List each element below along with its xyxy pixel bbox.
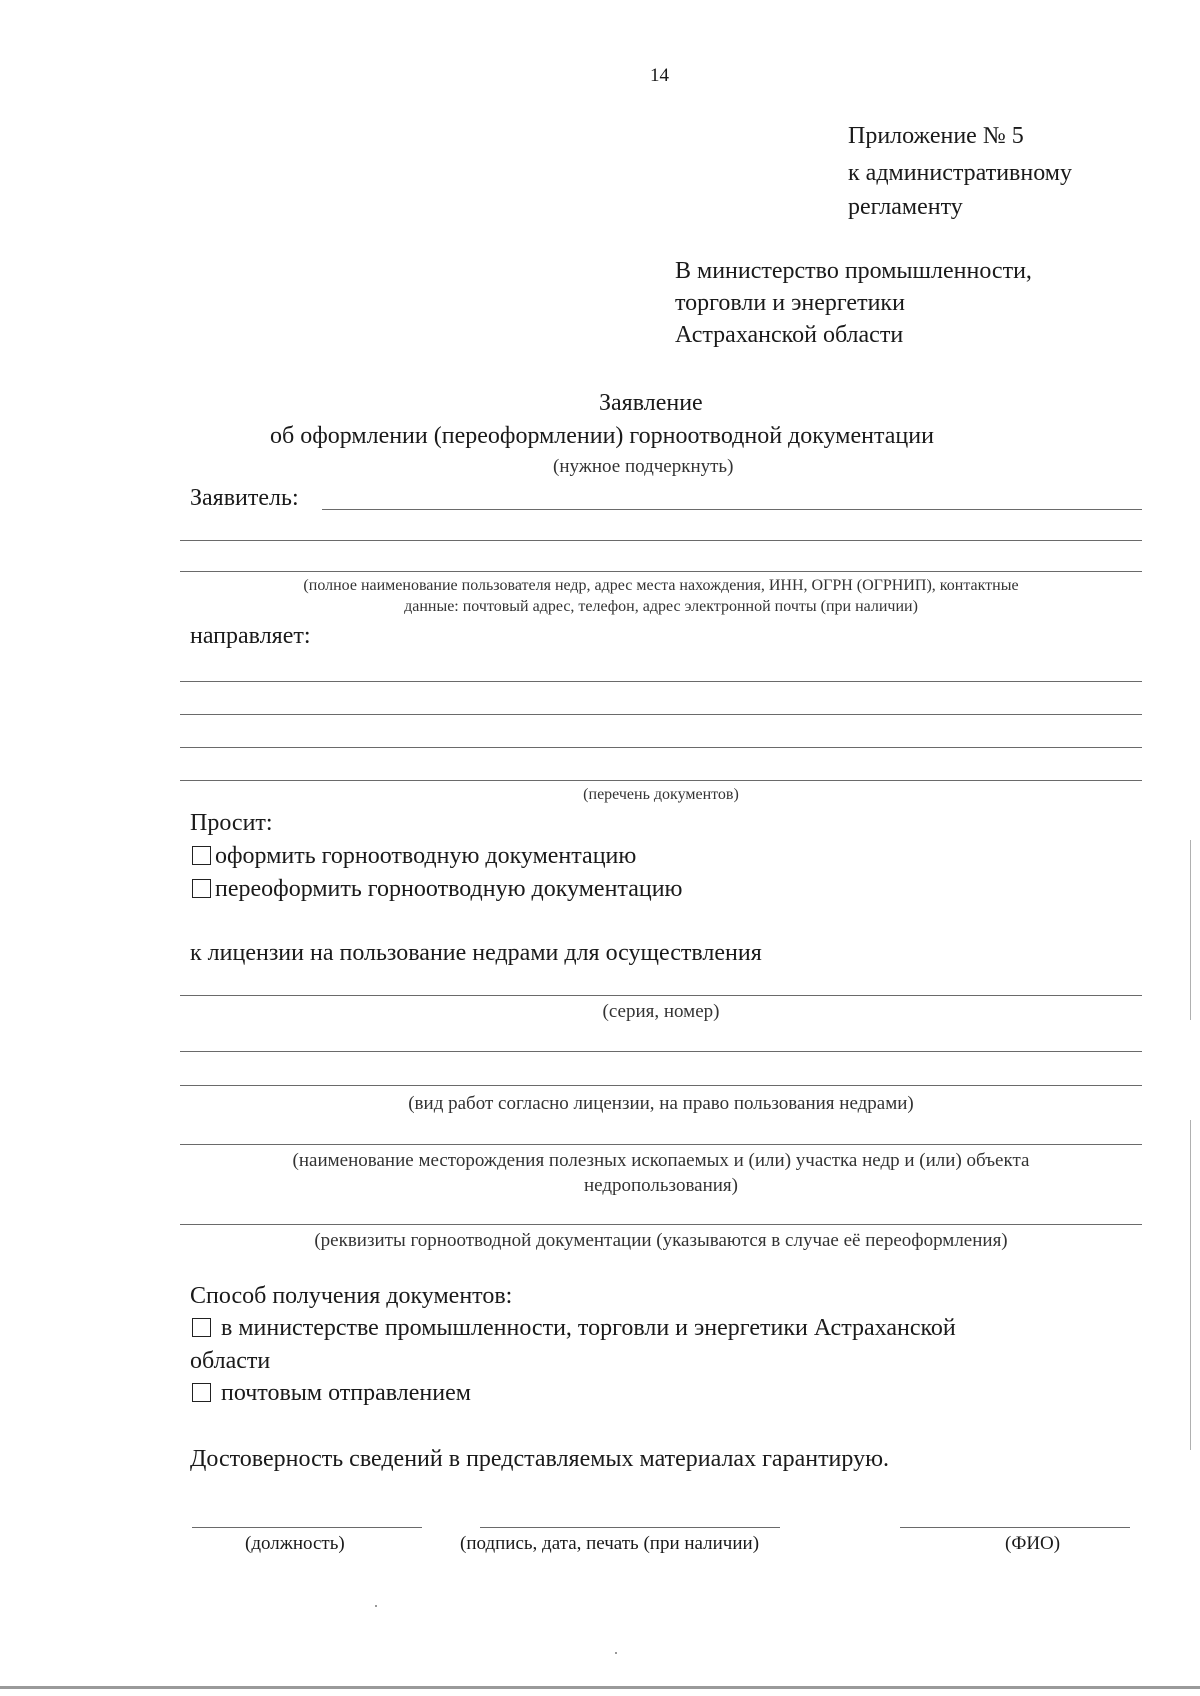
option-reissue-label: переоформить горноотводную документацию [215, 876, 683, 902]
work-type-field-line-2[interactable] [180, 1085, 1142, 1086]
mail-checkbox[interactable] [192, 1383, 211, 1402]
option-issue [192, 843, 636, 870]
annex-line-1: Приложение № 5 [848, 123, 1024, 149]
document-subject: об оформлении (переоформлении) горноотводной документации [270, 423, 934, 449]
deposit-field[interactable] [180, 1144, 1142, 1145]
license-series-caption: (серия, номер) [602, 1001, 720, 1022]
request-label: Просит: [190, 810, 273, 836]
annex-line-2: к административному [848, 160, 1072, 186]
signature-field[interactable] [480, 1527, 780, 1528]
delivery-option-mail-label: почтовым отправлением [221, 1380, 471, 1406]
delivery-option-mail [192, 1380, 471, 1407]
issue-checkbox[interactable] [192, 846, 211, 865]
underline-note: (нужное подчеркнуть) [553, 456, 734, 477]
license-text: к лицензии на пользование недрами для осуществления [190, 940, 762, 966]
applicant-field-line-1[interactable] [322, 509, 1142, 510]
applicant-caption-line-2: данные: почтовый адрес, телефон, адрес электронной почты (при наличии) [404, 598, 918, 615]
documents-field-line-4[interactable] [180, 780, 1142, 781]
delivery-option-ministry [192, 1315, 956, 1342]
signature-caption: (подпись, дата, печать (при наличии) [460, 1533, 760, 1554]
position-caption: (должность) [245, 1533, 345, 1554]
guarantee-statement: Достоверность сведений в представляемых материалах гарантирую. [190, 1446, 890, 1472]
scan-speck [375, 1605, 377, 1607]
work-type-caption: (вид работ согласно лицензии, на право пользования недрами) [408, 1093, 914, 1114]
option-reissue [192, 876, 682, 903]
reissue-checkbox[interactable] [192, 879, 211, 898]
ministry-checkbox[interactable] [192, 1318, 211, 1337]
page-number: 14 [650, 65, 669, 86]
applicant-field-line-3[interactable] [180, 571, 1142, 572]
name-field[interactable] [900, 1527, 1130, 1528]
right-edge-mark [1190, 840, 1191, 1020]
delivery-option-ministry-cont: области [190, 1348, 271, 1374]
deposit-caption-line-2: недропользования) [583, 1175, 739, 1196]
applicant-field-line-2[interactable] [180, 540, 1142, 541]
sends-label: направляет: [190, 623, 311, 649]
applicant-label: Заявитель: [190, 485, 299, 511]
documents-field-line-1[interactable] [180, 681, 1142, 682]
addressee-line-2: торговли и энергетики [675, 290, 905, 316]
delivery-label: Способ получения документов: [190, 1283, 513, 1309]
delivery-option-ministry-label: в министерстве промышленности, торговли и энергетики Астраханской [221, 1315, 956, 1341]
position-field[interactable] [192, 1527, 422, 1528]
work-type-field-line-1[interactable] [180, 1051, 1142, 1052]
scan-speck [615, 1652, 617, 1654]
documents-field-line-3[interactable] [180, 747, 1142, 748]
name-caption: (ФИО) [1005, 1533, 1061, 1554]
documents-field-line-2[interactable] [180, 714, 1142, 715]
addressee-line-3: Астраханской области [675, 322, 904, 348]
addressee-line-1: В министерство промышленности, [675, 258, 1032, 284]
option-issue-label: оформить горноотводную документацию [215, 843, 637, 869]
right-edge-mark-2 [1190, 1120, 1191, 1450]
requisites-caption: (реквизиты горноотводной документации (указываются в случае её переоформления) [314, 1230, 1008, 1251]
deposit-caption-line-1: (наименование месторождения полезных ископаемых и (или) участка недр и (или) объекта [292, 1150, 1030, 1171]
scan-bottom-edge [0, 1686, 1200, 1689]
license-series-field[interactable] [180, 995, 1142, 996]
applicant-caption-line-1: (полное наименование пользователя недр, адрес места нахождения, ИНН, ОГРН (ОГРНИП), контактные [303, 577, 1019, 594]
annex-line-3: регламенту [848, 194, 963, 220]
document-title: Заявление [599, 390, 703, 416]
documents-caption: (перечень документов) [583, 786, 739, 803]
requisites-field[interactable] [180, 1224, 1142, 1225]
